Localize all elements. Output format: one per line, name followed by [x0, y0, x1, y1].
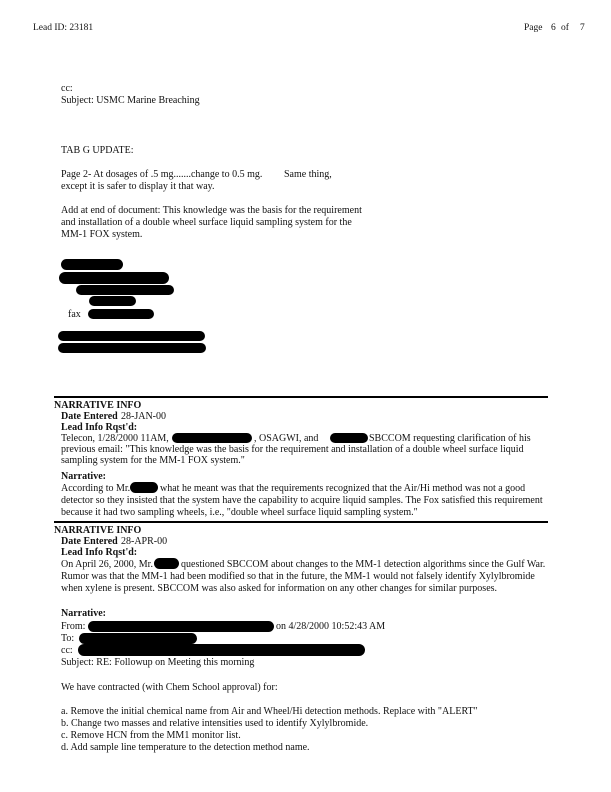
redaction-block: [330, 433, 368, 443]
entry1-narrative-label: Narrative:: [61, 471, 106, 482]
redaction-block: [79, 633, 197, 644]
entry2-to-label: To:: [61, 633, 75, 644]
entry2-narrative-label: Narrative:: [61, 608, 106, 619]
entry1-narr-line3: because it had two sampling wheels, i.e., "double wheel surface liquid sampling system.": [61, 507, 418, 518]
entry2-info-seg2: questioned SBCCOM about changes to the MM-1 detection algorithms since the Gulf War.: [181, 559, 546, 570]
list-item: c. Remove HCN from the MM1 monitor list.: [61, 730, 241, 741]
entry1-info-seg2: , OSAGWI, and: [254, 433, 319, 444]
entry1-narr-seg1: According to Mr.: [61, 483, 131, 494]
entry2-from-time: on 4/28/2000 10:52:43 AM: [276, 621, 386, 632]
memo-p2-line3: MM-1 FOX system.: [61, 229, 143, 240]
redaction-block: [172, 433, 252, 443]
entry2-date-value: 28-APR-00: [121, 536, 168, 547]
entry1-narr-line2: detector so they insisted that the system have the capability to acquire liquid samples. The Fox satisfied this requirement: [61, 495, 543, 506]
redaction-block: [58, 331, 205, 341]
redaction-block: [130, 482, 158, 493]
redaction-block: [59, 272, 169, 284]
page-label: Page: [524, 23, 543, 33]
list-item: b. Change two masses and relative intensities used to identify Xylylbromide.: [61, 718, 369, 729]
page-total: 7: [580, 23, 585, 33]
entry2-lead-info-label: Lead Info Rqst'd:: [61, 547, 138, 558]
redaction-block: [58, 343, 206, 353]
list-item: d. Add sample line temperature to the detection method name.: [61, 742, 310, 753]
entry1-info-seg1: Telecon, 1/28/2000 11AM,: [61, 433, 169, 444]
entry2-contracted: We have contracted (with Chem School approval) for:: [61, 682, 278, 693]
entry2-from-label: From:: [61, 621, 86, 632]
entry1-info-line2: previous email: "This knowledge was the basis for the requirement and installation of a double wheel surface liquid: [61, 444, 524, 455]
entry2-subject: Subject: RE: Followup on Meeting this morning: [61, 657, 255, 668]
redaction-block: [61, 259, 123, 270]
memo-cc: cc:: [61, 83, 73, 94]
page-number: 6: [551, 23, 556, 33]
entry1-date-value: 28-JAN-00: [121, 411, 166, 422]
redaction-block: [78, 644, 365, 656]
memo-p2-line2: and installation of a double wheel surface liquid sampling system for the: [61, 217, 352, 228]
entry1-lead-info-label: Lead Info Rqst'd:: [61, 422, 138, 433]
redaction-block: [89, 296, 136, 306]
entry2-info-line2: Rumor was that the MM-1 had been modified so that in the future, the MM-1 would not falsely identify Xylylbromide: [61, 571, 535, 582]
redaction-block: [76, 285, 174, 295]
page-of: of: [561, 23, 569, 33]
entry1-info-line3: sampling system for the MM-1 FOX system.": [61, 455, 245, 466]
lead-id: Lead ID: 23181: [33, 23, 94, 33]
fax-label: fax: [68, 309, 81, 320]
section-divider: [54, 521, 548, 523]
redaction-block: [88, 309, 154, 319]
redaction-block: [88, 621, 274, 632]
entry2-cc-label: cc:: [61, 645, 73, 656]
entry2-info-seg1: On April 26, 2000, Mr.: [61, 559, 153, 570]
tab-update-heading: TAB G UPDATE:: [61, 145, 134, 156]
redaction-block: [154, 558, 179, 569]
entry1-date-label: Date Entered: [61, 411, 118, 422]
entry1-narr-seg2: what he meant was that the requirements recognized that the Air/Hi method was not a good: [160, 483, 526, 494]
list-item: a. Remove the initial chemical name from Air and Wheel/Hi detection methods. Replace with "ALERT": [61, 706, 478, 717]
section-divider: [54, 396, 548, 398]
memo-p2-line1: Add at end of document: This knowledge was the basis for the requirement: [61, 205, 362, 216]
memo-p1-line2: except it is safer to display it that way.: [61, 181, 215, 192]
memo-p1-same: Same thing,: [284, 169, 332, 180]
entry2-heading: NARRATIVE INFO: [54, 525, 142, 536]
entry2-date-label: Date Entered: [61, 536, 118, 547]
entry2-info-line3: when xylene is present. SBCCOM was also asked for information on any other changes for similar purposes.: [61, 583, 498, 594]
memo-p1-line1: Page 2- At dosages of .5 mg.......change to 0.5 mg.: [61, 169, 263, 180]
memo-subject: Subject: USMC Marine Breaching: [61, 95, 200, 106]
entry1-heading: NARRATIVE INFO: [54, 400, 142, 411]
entry1-info-seg3: SBCCOM requesting clarification of his: [369, 433, 531, 444]
